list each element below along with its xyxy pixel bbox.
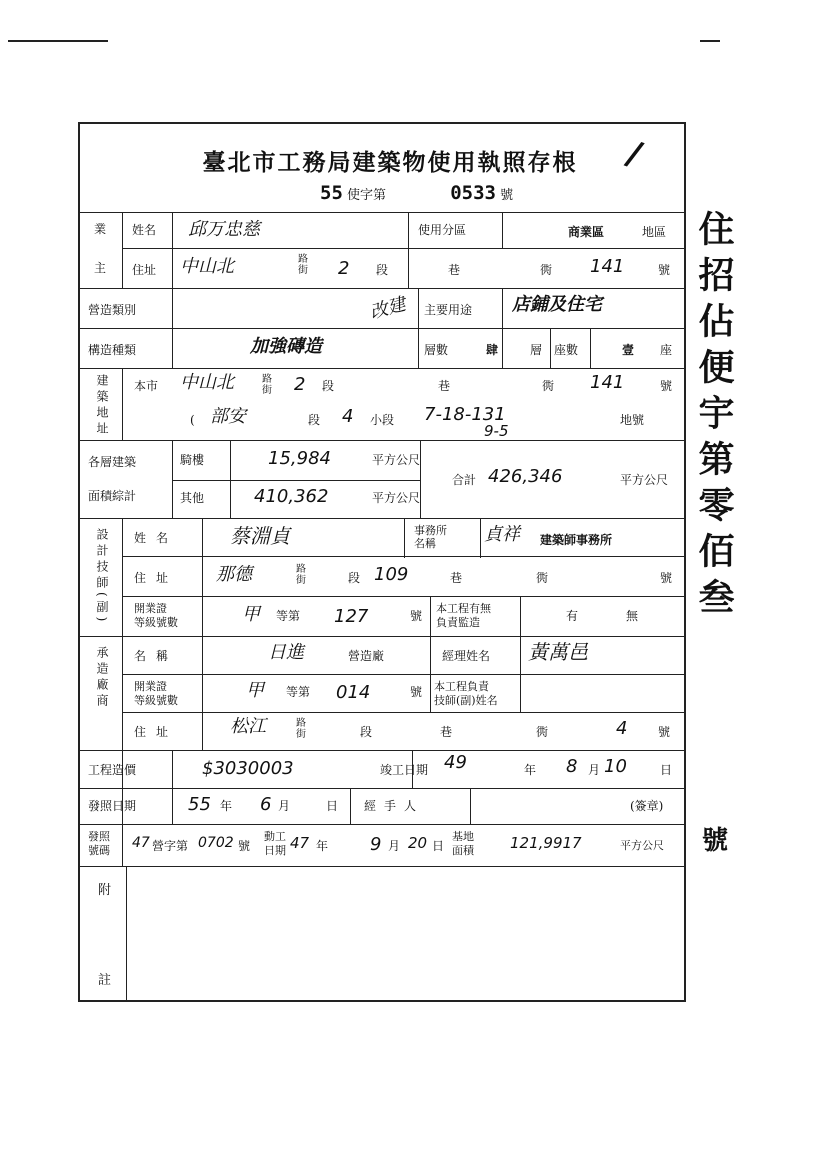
owner-xiang: 巷: [448, 263, 461, 277]
completion-yue: 月: [588, 763, 601, 777]
adjacent-page-bottom-text: 號: [702, 826, 729, 856]
rule: [172, 480, 420, 481]
supervise-wu: 無: [626, 609, 639, 623]
handler-label: 經手人: [364, 799, 425, 813]
rule: [418, 288, 419, 368]
rule: [590, 328, 591, 368]
builder-cert-label: 開業證 等級號數: [134, 680, 178, 707]
designer-name-label: 姓名: [134, 531, 179, 545]
rule: [122, 518, 123, 866]
zone-value: 商業區: [568, 225, 605, 239]
start-month: 9: [370, 834, 382, 855]
site-duan: 段: [322, 379, 335, 393]
manager-label: 經理姓名: [442, 649, 491, 663]
issue-yue: 月: [278, 799, 291, 813]
sign-label: (簽章): [630, 799, 664, 813]
builder-tech-label: 本工程負責 技師(副)姓名: [434, 680, 498, 707]
builder-xiang: 巷: [440, 725, 453, 739]
rule: [172, 750, 173, 788]
rule: [470, 788, 471, 824]
license-no: 0702: [198, 835, 234, 851]
completion-ri: 日: [660, 763, 673, 777]
builder-addr-no: 4: [616, 718, 628, 739]
builder-jie: 衖: [536, 725, 549, 739]
other-label: 其他: [180, 491, 205, 505]
completion-year: 49: [444, 752, 467, 773]
land-subsection: 4: [342, 406, 354, 427]
designer-duan: 段: [348, 571, 361, 585]
completion-label: 竣工日期: [380, 763, 429, 777]
designer-section-label: 設計技師(副): [95, 528, 109, 626]
designer-cert-no: 127: [334, 606, 369, 627]
total-value: 426,346: [488, 466, 563, 487]
rule: [520, 596, 521, 636]
site-city: 本市: [134, 379, 159, 393]
total-label: 合計: [452, 473, 477, 487]
owner-section-char-1: 業: [94, 222, 107, 236]
rule: [202, 518, 203, 750]
rule: [122, 674, 684, 675]
build-type-label: 營造類別: [88, 303, 137, 317]
builder-factory: 營造廠: [348, 649, 385, 663]
owner-duan: 段: [376, 263, 389, 277]
blocks-unit: 座: [660, 343, 673, 357]
form-title: 臺北市工務局建築物使用執照存根: [202, 149, 578, 176]
builder-cert-mid: 等第: [286, 685, 311, 699]
site-jie: 衖: [542, 379, 555, 393]
builder-cert-no: 014: [336, 682, 371, 703]
floors-value: 肆: [486, 343, 499, 357]
rule: [122, 556, 684, 557]
completion-day: 10: [604, 756, 627, 777]
site-area-label: 基地 面積: [452, 830, 474, 857]
rule: [408, 212, 409, 288]
owner-addr-label: 住址: [132, 263, 157, 277]
rule: [80, 518, 684, 519]
rule: [122, 712, 684, 713]
rule: [520, 636, 521, 712]
license-type: 營字第: [152, 839, 189, 853]
designer-road-street: 路 街: [296, 564, 306, 586]
issue-label: 發照日期: [88, 799, 137, 813]
builder-addr-label: 住址: [134, 725, 179, 739]
start-year: 47: [290, 834, 310, 852]
rule: [420, 440, 421, 518]
permit-number: 0533: [450, 182, 496, 204]
land-lot-2: 9-5: [484, 422, 509, 440]
site-area-unit: 平方公尺: [620, 839, 664, 852]
owner-hao: 號: [658, 263, 671, 277]
arcade-value: 15,984: [268, 448, 331, 469]
floors-unit: 層: [530, 343, 543, 357]
zone-suffix: 地區: [642, 225, 667, 239]
zone-label: 使用分區: [418, 223, 467, 237]
site-section-no: 2: [294, 374, 306, 395]
designer-cert-mid: 等第: [276, 609, 301, 623]
permit-suffix: 號: [500, 188, 514, 203]
floors-label: 層數: [424, 343, 449, 357]
rule: [122, 212, 123, 288]
issue-month: 6: [260, 794, 272, 815]
structure-value: 加強磚造: [250, 336, 322, 357]
rule: [122, 368, 123, 440]
rule: [230, 440, 231, 518]
owner-addr-street: 中山北: [180, 256, 234, 277]
builder-name-label: 名稱: [134, 649, 179, 663]
rule: [122, 596, 684, 597]
builder-name-value: 日進: [268, 642, 304, 663]
owner-addr-no: 141: [590, 256, 625, 277]
blocks-value: 壹: [622, 343, 635, 357]
land-duan: 段: [308, 413, 321, 427]
rule: [126, 866, 127, 1000]
note-char-1: 附: [98, 883, 112, 898]
site-xiang: 巷: [438, 379, 451, 393]
designer-cert-hao: 號: [410, 609, 423, 623]
designer-jie: 衖: [536, 571, 549, 585]
issue-nian: 年: [220, 799, 233, 813]
owner-section-char-2: 主: [94, 261, 107, 275]
rule: [80, 328, 684, 329]
designer-hao: 號: [660, 571, 673, 585]
rule: [80, 750, 684, 751]
rule: [480, 518, 481, 558]
rule: [550, 328, 551, 368]
check-mark: /: [621, 133, 647, 175]
area-label-1: 各層建築: [88, 455, 137, 469]
rule: [430, 636, 431, 712]
rule: [80, 866, 684, 867]
land-xiaoduan: 小段: [370, 413, 395, 427]
land-lot-suffix: 地號: [620, 413, 645, 427]
rule: [80, 788, 684, 789]
rule: [350, 788, 351, 824]
site-street: 中山北: [180, 372, 234, 393]
start-nian: 年: [316, 839, 329, 853]
rule: [172, 440, 173, 518]
arcade-label: 騎樓: [180, 453, 205, 467]
note-char-2: 註: [98, 973, 112, 988]
builder-cert-grade: 甲: [246, 680, 264, 701]
rule: [172, 788, 173, 824]
office-type: 建築師事務所: [540, 533, 613, 547]
supervise-label: 本工程有無 負責監造: [436, 602, 491, 629]
license-year: 47: [132, 835, 150, 851]
owner-road-street: 路 街: [298, 254, 308, 276]
designer-addr-label: 住址: [134, 571, 179, 585]
rule: [80, 288, 684, 289]
designer-cert-label: 開業證 等級號數: [134, 602, 178, 629]
manager-value: 黃萬邑: [528, 640, 588, 664]
land-lot: 7-18-131: [424, 404, 506, 425]
rule: [80, 212, 684, 213]
main-use-label: 主要用途: [424, 303, 473, 317]
designer-name-value: 蔡淵貞: [230, 524, 290, 548]
rule: [404, 518, 405, 558]
main-use-value: 店鋪及住宅: [512, 294, 602, 315]
supervise-you: 有: [566, 609, 579, 623]
site-road-street: 路 街: [262, 374, 272, 396]
builder-hao: 號: [658, 725, 671, 739]
scan-edge-mark: [700, 40, 720, 42]
designer-addr-street: 那德: [216, 564, 252, 585]
completion-month: 8: [566, 756, 578, 777]
permit-type: 使字第: [347, 188, 387, 203]
builder-addr-street: 松江: [230, 716, 266, 737]
rule: [80, 368, 684, 369]
office-value: 貞祥: [484, 524, 520, 545]
cost-label: 工程造價: [88, 763, 137, 777]
rule: [502, 288, 503, 368]
site-area-value: 121,9917: [510, 834, 582, 852]
other-value: 410,362: [254, 486, 329, 507]
site-paren: (: [190, 413, 195, 427]
owner-name-value: 邱万忠慈: [188, 219, 260, 240]
total-unit: 平方公尺: [620, 473, 669, 487]
owner-addr-section: 2: [338, 258, 350, 279]
rule: [122, 248, 684, 249]
builder-road-street: 路 街: [296, 718, 306, 740]
rule: [430, 596, 431, 636]
designer-xiang: 巷: [450, 571, 463, 585]
site-no: 141: [590, 372, 625, 393]
builder-duan: 段: [360, 725, 373, 739]
blocks-label: 座數: [554, 343, 579, 357]
designer-cert-grade: 甲: [242, 604, 260, 625]
permit-year: 55: [320, 182, 343, 204]
completion-nian: 年: [524, 763, 537, 777]
site-hao: 號: [660, 379, 673, 393]
start-label: 動工 日期: [264, 830, 286, 857]
rule: [172, 212, 173, 368]
use-permit-stub-form: [78, 122, 686, 1002]
start-yue: 月: [388, 839, 401, 853]
designer-addr-no: 109: [374, 564, 409, 585]
rule: [80, 636, 684, 637]
rule: [80, 824, 684, 825]
issue-ri: 日: [326, 799, 339, 813]
scan-edge-mark: [8, 40, 108, 42]
owner-jie: 衖: [540, 263, 553, 277]
license-hao: 號: [238, 839, 251, 853]
land-section: 部安: [210, 406, 246, 427]
arcade-unit: 平方公尺: [372, 453, 421, 467]
rule: [80, 440, 684, 441]
builder-cert-hao: 號: [410, 685, 423, 699]
builder-section-label: 承造廠商: [95, 646, 109, 710]
site-section-label: 建築地址: [95, 374, 109, 438]
structure-label: 構造種類: [88, 343, 137, 357]
start-ri: 日: [432, 839, 445, 853]
cost-value: $3030003: [202, 758, 294, 779]
owner-name-label: 姓名: [132, 223, 157, 237]
start-day: 20: [408, 834, 428, 852]
license-label: 發照 號碼: [88, 830, 110, 857]
office-label: 事務所 名稱: [414, 524, 447, 550]
issue-year: 55: [188, 794, 211, 815]
other-unit: 平方公尺: [372, 491, 421, 505]
area-label-2: 面積綜計: [88, 489, 137, 503]
build-type-value: 改建: [367, 293, 408, 324]
permit-number-line: [320, 182, 513, 204]
adjacent-page-column-text: 住招佔便宇第零佰叁: [693, 210, 735, 624]
rule: [502, 212, 503, 248]
